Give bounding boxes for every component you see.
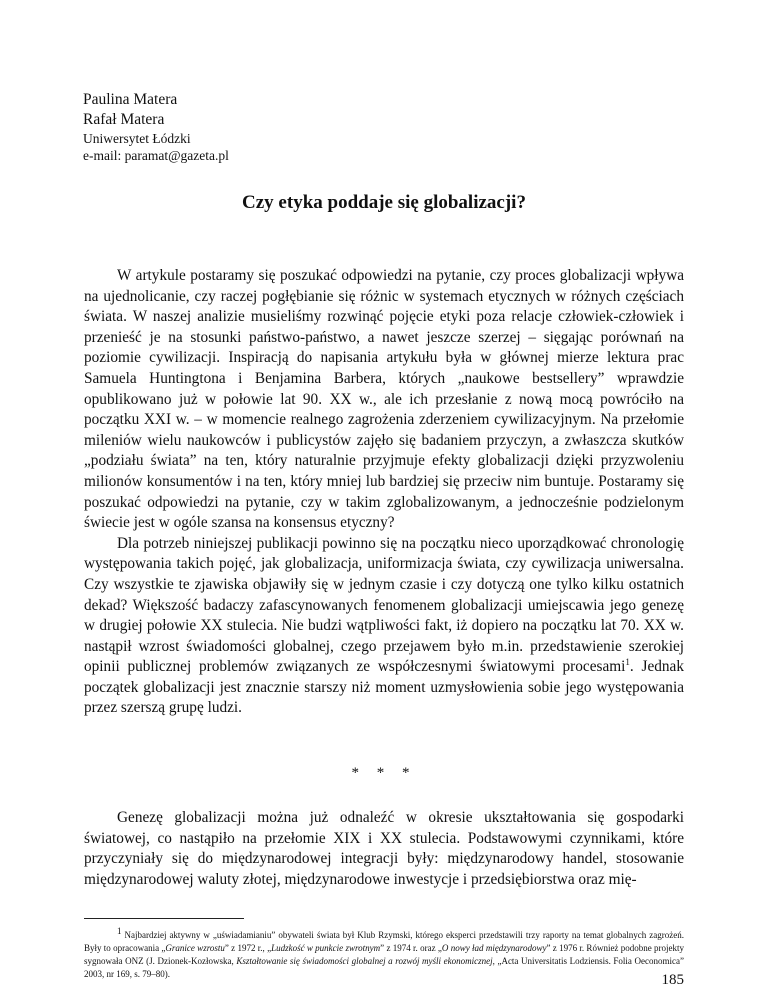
email: e-mail: paramat@gazeta.pl [83,148,229,163]
paragraph-2-end: Jednak początek globalizacji jest znacznie starszy niż moment uzmysłowienia sobie jego występowania przez szerszą grupę ludzi. [84,658,684,717]
paragraph-2: Dla potrzeb niniejszej publikacji powinno się na początku nieco uporządkować chronologię występowania takich pojęć, jak globalizacja, uniformizacja świata, czy cywilizacja uniwersalna. Czy wszystkie te zjawiska objawiły się w jednym czasie i czy dotyczą one tylko kilku ostatnich dekad? Większość badaczy zafascynowanych fenomenem globalizacji umiejscawia jego genezę w drugiej połowie XX stulecia. Nie budzi wątpliwości fakt, iż dopiero na początku lat 70. XX w. nastąpił wzrost świadomości globalnej, czego przejawem było m.in. przedstawienie szerokiej opinii publicznej problemów związanych ze współczesnymi światowymi procesami$^1$. Jednak początek globalizacji jest znacznie starszy niż moment uzmysłowienia sobie jego występowania przez szerszą grupę ludzi. [84,534,684,717]
page-number: 185 [661,972,684,988]
footnote-text: ” z 1974 r. oraz „ [380,943,442,953]
paragraph-1: W artykule postaramy się poszukać odpowiedzi na pytanie, czy proces globalizacji wpływa na ujednolicanie, czy raczej pogłębianie się różnic w systemach etycznych w różnych częściach świata. W naszej analizie musieliśmy rozwinąć pojęcie etyki poza relacje człowiek-człowiek i przenieść je na stosunki państwo-państwo, a nawet jeszcze szerzej – sięgając porównań na poziomie cywilizacji. Inspiracją do napisania artykułu była w głównej mierze lektura prac Samuela Huntingtona i Benjamina Barbera, których „naukowe bestsellery” wprawdzie opublikowano już w połowie lat 90. XX w., ale ich przesłanie z nową mocą powróciło na początku XXI w. – w momencie realnego zagrożenia zderzeniem cywilizacyjnym. Na przełomie mileniów wielu naukowców i publicystów zajęło się badaniem przyczyn, a zwłaszcza skutków „podziału świata” na ten, który naturalnie przyjmuje efekty globalizacji dzięki przyzwoleniu milionów konsumentów i na ten, który mniej lub bardziej się przeciw nim buntuje. Postaramy się poszukać odpowiedzi na pytanie, czy w takim zglobalizowanym, a jednocześnie podzielonym świecie jest w ogóle szansa na konsensus etyczny? [84,267,684,532]
section-2 [84,808,684,890]
footnote-text: ” z 1972 r., „ [224,943,272,953]
footnote-text: Najbardziej aktywny w „uświadamianiu” obywateli świata był Klub Rzymski, którego eksperci przedstawili trzy raporty na temat globalnych zagrożeń. Były to opracowania „ [84,930,684,953]
footnote-number: 1 [117,926,122,936]
footnote-title: Kształtowanie się świadomości globalnej a rozwój myśli ekonomicznej [236,956,493,966]
footnote-title: O nowy ład międzynarodowy [441,943,547,953]
author-1: Paulina Matera [83,91,178,108]
footnote-text: ” z 1976 r. Również podobne projekty sygnowała ONZ (J. Dzionek-Kozłowska, [84,943,685,966]
footnote-ref: 1 [625,657,630,668]
footnote-rule [84,918,244,919]
footnote [84,926,685,981]
article-title: Czy etyka poddaje się globalizacji? [242,192,526,213]
author-2: Rafał Matera [83,111,165,128]
paragraph-2-text: Dla potrzeb niniejszej publikacji powinno się na początku nieco uporządkować chronologię występowania takich pojęć, jak globalizacja, uniformizacja świata, czy cywilizacja uniwersalna. Czy wszystkie te zjawiska objawiły się w jednym czasie i czy dotyczą one tylko kilku ostatnich dekad? Większość badaczy zafascynowanych fenomenem globalizacji umiejscawia jego genezę w drugiej połowie XX stulecia. Nie budzi wątpliwości fakt, iż dopiero na początku lat 70. XX w. nastąpił wzrost świadomości globalnej, czego przejawem było m.in. przedstawienie szerokiej opinii publicznej problemów związanych ze współczesnymi światowymi procesami [84,534,684,676]
paragraph-3: Genezę globalizacji można już odnaleźć w okresie ukształtowania się gospodarki światowej, co nastąpiło na przełomie XIX i XX stulecia. Podstawowymi czynnikami, które przyczyniały się do międzynarodowej integracji były: międzynarodowy handel, stosowanie międzynarodowej waluty złotej, międzynarodowe inwestycje i przedsiębiorstwa oraz mię- [84,809,684,888]
footnote-title: Granice wzrostu [165,943,225,953]
footnote-title: Ludzkość w punkcie zwrotnym [271,943,381,953]
section-separator: * * * [351,765,417,781]
footnote-text: , „Acta Universitatis Lodziensis. Folia Oeconomica” 2003, nr 169, s. 79–80). [84,956,684,979]
affiliation: Uniwersytet Łódzki [83,131,191,146]
intro-section [84,266,684,719]
